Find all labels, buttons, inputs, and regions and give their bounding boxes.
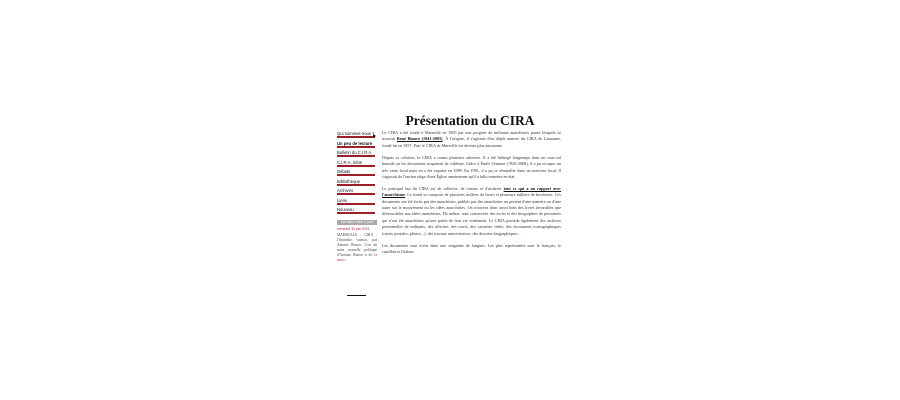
main-content <box>382 130 561 261</box>
nav-underline-bar <box>337 184 375 186</box>
nav-underline-bar <box>337 203 375 205</box>
paragraph-foundation <box>382 130 561 149</box>
paragraph-purpose <box>382 186 561 237</box>
nav-underline-bar <box>337 155 375 157</box>
read-more-link[interactable]: la suite » <box>337 253 377 262</box>
nav-underline-bar <box>337 174 375 176</box>
nav-underline-bar <box>337 136 375 138</box>
sidebar-item-label: C.I.R.A. Infos <box>337 159 362 165</box>
arrow-right-icon <box>373 134 376 138</box>
latest-post-date: mercredi 30 juin 2021 <box>337 226 370 231</box>
latest-post-excerpt-text: MARSEILLE : CIRA : l'Anarchie vaincra, par Antonio Bianco. L'on dit notre nouvelle politique d'Antonio Bianco à les <box>337 233 377 257</box>
latest-post-excerpt <box>337 233 377 263</box>
sidebar-item-bulletin[interactable] <box>337 150 379 160</box>
sidebar-divider <box>347 295 366 296</box>
paragraph-text: . Le fonds se compose de plusieurs milliers de livres et plusieurs milliers de brochures. Ces documents ont été écrits par des anarchistes, publiés par des anarchistes ou portent d'une manière ou d'une autre sur le mouvement ou les idées anarchistes. On trouvera donc aussi bien des livres favorables que défavorables aux idées anarchistes. De même, sont conservées des écrits et des biographies de personnes qui n'ont été anarchistes qu'une partie de leur vie seulement. Le CIRA possède également des archives personnelles de militants, des affiches, des tracts, des cassettes vidéo, des documents iconographiques (cartes postales, photos...), des travaux universitaires, des dossiers biographiques... <box>382 192 561 236</box>
anarchism-link[interactable]: tout ce qui a un rapport avec l'anarchisme <box>382 185 561 198</box>
sidebar-item-bibliotheque[interactable] <box>337 179 379 189</box>
nav-underline-bar <box>337 165 375 167</box>
sidebar-item-label: Bibliothèque <box>337 178 361 184</box>
sidebar-item-cira-infos[interactable] <box>337 160 379 170</box>
sidebar-item-label: Qui sommes-nous ? <box>337 131 375 136</box>
nav-underline-bar <box>337 212 375 214</box>
nav-underline-bar <box>337 193 375 195</box>
rene-bianco-link[interactable]: René Bianco (1941-2005) <box>396 136 443 142</box>
sidebar-item-label: Liens <box>337 197 348 203</box>
latest-update-badge: Dernière mise à jour <box>337 220 377 225</box>
sidebar-item-archives[interactable] <box>337 188 379 198</box>
paragraph-history: Depuis sa création, le CIRA a connu plusieurs adresses. Il a été hébergé longtemps dans un sous-sol humide où les documents risquaient de s'abîmer. Grâce à Émile Temime (1926-2008), il a pu occuper un très vaste local mais en a été expulsé en 1989. En 1991, il a pu se réinstaller dans un nouveau local. Il s'agissait de l'ancien siège d'une Église arménienne qu'il a fallu remettre en état. <box>382 154 561 179</box>
paragraph-text: Le principal but du CIRA est de collecter, de classer et d'archiver <box>382 185 504 191</box>
paragraph-text: . À l'origine, il s'agissait d'un dépôt annexe du CIRA de Lausanne, fondé lui en 1957. Puis le CIRA de Marseille est devenu plus autonome. <box>382 136 562 148</box>
sidebar-item-qui-sommes-nous[interactable] <box>337 131 379 141</box>
sidebar-item-un-peu-de-lecture[interactable] <box>337 141 379 151</box>
sidebar-item-label: Nouveau <box>337 207 354 212</box>
paragraph-languages: Les documents sont écrits dans une vingtaine de langues. Les plus représentées sont le français, le castillan et l'italien. <box>382 242 561 254</box>
sidebar-item-debats[interactable] <box>337 169 379 179</box>
page-title: Présentation du CIRA <box>405 113 535 129</box>
sidebar-item-label: Archives <box>337 188 354 193</box>
sidebar-nav <box>337 131 379 263</box>
sidebar-item-label: Bulletin du C.I.R.A. <box>337 150 373 155</box>
sidebar-item-label: Un peu de lecture <box>337 140 373 146</box>
sidebar-item-liens[interactable] <box>337 198 379 208</box>
sidebar-item-nouveau[interactable] <box>337 207 379 217</box>
paragraph-text: Le CIRA a été fondé à Marseille en 1965 par une poignée de militants anarchistes parmi lesquels se trouvait <box>382 130 561 142</box>
nav-underline-bar <box>337 146 375 148</box>
sidebar-item-label: Débats <box>337 169 351 174</box>
